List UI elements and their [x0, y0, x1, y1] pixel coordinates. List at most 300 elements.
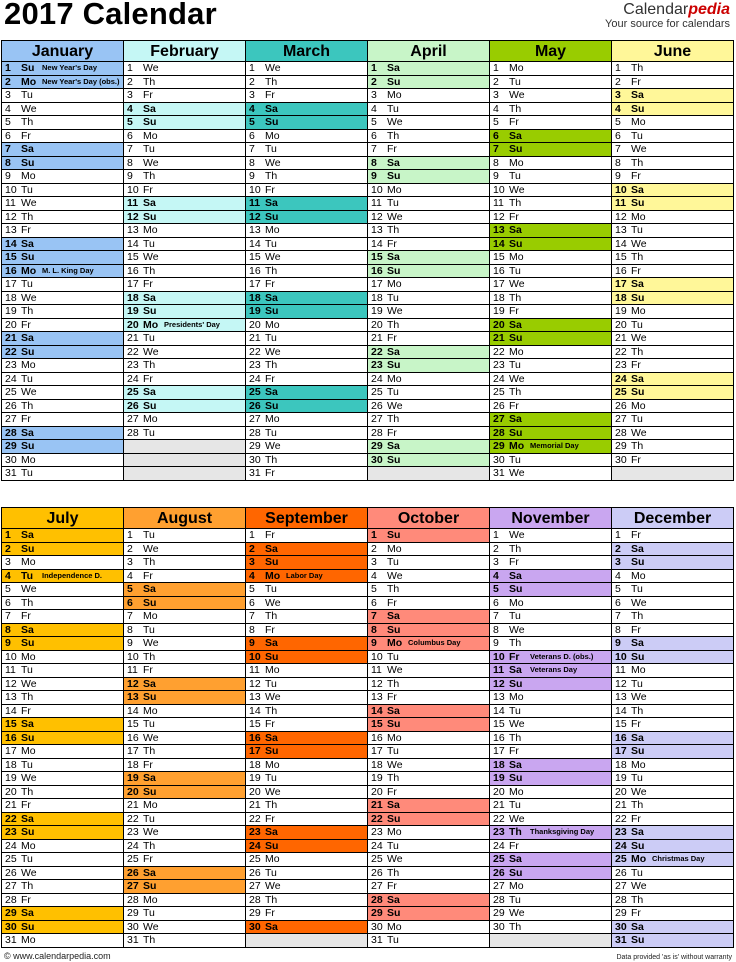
day-row[interactable]	[612, 305, 733, 319]
day-row[interactable]	[246, 332, 367, 346]
day-row[interactable]	[490, 786, 611, 800]
day-row[interactable]	[490, 373, 611, 387]
day-row[interactable]	[246, 624, 367, 638]
day-row[interactable]	[490, 610, 611, 624]
day-row[interactable]	[2, 556, 123, 570]
day-row[interactable]	[246, 529, 367, 543]
day-row[interactable]	[2, 772, 123, 786]
day-row[interactable]	[2, 867, 123, 881]
day-row[interactable]	[124, 211, 245, 225]
day-row[interactable]	[124, 624, 245, 638]
day-row[interactable]	[124, 278, 245, 292]
day-row[interactable]	[124, 597, 245, 611]
day-row[interactable]	[124, 130, 245, 144]
day-row[interactable]	[490, 386, 611, 400]
day-row[interactable]	[368, 76, 489, 90]
day-row[interactable]	[490, 143, 611, 157]
day-row[interactable]	[124, 759, 245, 773]
day-row[interactable]	[246, 184, 367, 198]
day-row[interactable]	[368, 651, 489, 665]
day-row[interactable]	[2, 745, 123, 759]
day-row[interactable]	[246, 359, 367, 373]
day-row[interactable]	[490, 732, 611, 746]
day-row[interactable]	[2, 624, 123, 638]
day-row[interactable]	[490, 454, 611, 468]
day-row[interactable]	[124, 840, 245, 854]
day-row[interactable]	[2, 786, 123, 800]
day-row[interactable]	[368, 332, 489, 346]
day-row[interactable]	[368, 305, 489, 319]
day-row[interactable]	[368, 759, 489, 773]
day-row[interactable]	[490, 427, 611, 441]
day-row[interactable]	[368, 529, 489, 543]
day-row[interactable]	[368, 637, 489, 651]
day-row[interactable]	[612, 853, 733, 867]
day-row[interactable]	[124, 934, 245, 948]
day-row[interactable]	[124, 197, 245, 211]
day-row[interactable]	[246, 691, 367, 705]
day-row[interactable]	[490, 440, 611, 454]
day-row[interactable]	[612, 332, 733, 346]
day-row[interactable]	[612, 292, 733, 306]
day-row[interactable]	[124, 664, 245, 678]
day-row[interactable]	[246, 103, 367, 117]
day-row[interactable]	[2, 413, 123, 427]
day-row[interactable]	[2, 894, 123, 908]
day-row[interactable]	[124, 529, 245, 543]
day-row[interactable]	[368, 934, 489, 948]
day-row[interactable]	[490, 691, 611, 705]
day-row[interactable]	[612, 529, 733, 543]
day-row[interactable]	[612, 184, 733, 198]
day-row[interactable]	[368, 440, 489, 454]
day-row[interactable]	[490, 624, 611, 638]
day-row[interactable]	[368, 705, 489, 719]
day-row[interactable]	[490, 265, 611, 279]
day-row[interactable]	[246, 745, 367, 759]
day-row[interactable]	[612, 718, 733, 732]
day-row[interactable]	[246, 454, 367, 468]
day-row[interactable]	[612, 934, 733, 948]
day-row[interactable]	[612, 840, 733, 854]
day-row[interactable]	[124, 691, 245, 705]
day-row[interactable]	[2, 454, 123, 468]
day-row[interactable]	[246, 386, 367, 400]
day-row[interactable]	[2, 813, 123, 827]
day-row[interactable]	[2, 157, 123, 171]
day-row[interactable]	[368, 62, 489, 76]
day-row[interactable]	[2, 143, 123, 157]
day-row[interactable]	[612, 319, 733, 333]
day-row[interactable]	[246, 894, 367, 908]
day-row[interactable]	[2, 907, 123, 921]
day-row[interactable]	[124, 907, 245, 921]
day-row[interactable]	[612, 597, 733, 611]
day-row[interactable]	[490, 103, 611, 117]
day-row[interactable]	[612, 786, 733, 800]
day-row[interactable]	[612, 238, 733, 252]
day-row[interactable]	[124, 224, 245, 238]
day-row[interactable]	[490, 197, 611, 211]
day-row[interactable]	[490, 292, 611, 306]
day-row[interactable]	[490, 907, 611, 921]
day-row[interactable]	[490, 278, 611, 292]
day-row[interactable]	[490, 772, 611, 786]
day-row[interactable]	[490, 529, 611, 543]
day-row[interactable]	[246, 170, 367, 184]
day-row[interactable]	[2, 319, 123, 333]
day-row[interactable]	[612, 359, 733, 373]
day-row[interactable]	[490, 184, 611, 198]
day-row[interactable]	[246, 813, 367, 827]
day-row[interactable]	[124, 813, 245, 827]
day-row[interactable]	[612, 556, 733, 570]
day-row[interactable]	[124, 732, 245, 746]
day-row[interactable]	[612, 867, 733, 881]
day-row[interactable]	[490, 319, 611, 333]
day-row[interactable]	[490, 597, 611, 611]
day-row[interactable]	[490, 556, 611, 570]
day-row[interactable]	[246, 157, 367, 171]
day-row[interactable]	[490, 332, 611, 346]
day-row[interactable]	[246, 759, 367, 773]
day-row[interactable]	[246, 346, 367, 360]
day-row[interactable]	[612, 157, 733, 171]
day-row[interactable]	[368, 157, 489, 171]
day-row[interactable]	[612, 251, 733, 265]
day-row[interactable]	[368, 413, 489, 427]
day-row[interactable]	[246, 718, 367, 732]
day-row[interactable]	[2, 597, 123, 611]
day-row[interactable]	[246, 265, 367, 279]
day-row[interactable]	[612, 373, 733, 387]
day-row[interactable]	[368, 624, 489, 638]
day-row[interactable]	[490, 813, 611, 827]
day-row[interactable]	[124, 170, 245, 184]
day-row[interactable]	[368, 103, 489, 117]
day-row[interactable]	[246, 772, 367, 786]
day-row[interactable]	[612, 116, 733, 130]
day-row[interactable]	[246, 664, 367, 678]
day-row[interactable]	[246, 907, 367, 921]
day-row[interactable]	[2, 292, 123, 306]
day-row[interactable]	[2, 678, 123, 692]
day-row[interactable]	[612, 89, 733, 103]
day-row[interactable]	[490, 346, 611, 360]
day-row[interactable]	[2, 570, 123, 584]
day-row[interactable]	[490, 745, 611, 759]
day-row[interactable]	[124, 373, 245, 387]
day-row[interactable]	[124, 238, 245, 252]
day-row[interactable]	[490, 651, 611, 665]
day-row[interactable]	[368, 319, 489, 333]
day-row[interactable]	[612, 624, 733, 638]
day-row[interactable]	[368, 745, 489, 759]
day-row[interactable]	[612, 170, 733, 184]
day-row[interactable]	[246, 597, 367, 611]
day-row[interactable]	[368, 610, 489, 624]
day-row[interactable]	[246, 556, 367, 570]
day-row[interactable]	[490, 759, 611, 773]
day-row[interactable]	[2, 921, 123, 935]
day-row[interactable]	[2, 853, 123, 867]
day-row[interactable]	[124, 894, 245, 908]
day-row[interactable]	[124, 76, 245, 90]
day-row[interactable]	[612, 651, 733, 665]
day-row[interactable]	[246, 130, 367, 144]
day-row[interactable]	[2, 759, 123, 773]
day-row[interactable]	[368, 772, 489, 786]
day-row[interactable]	[2, 732, 123, 746]
day-row[interactable]	[124, 799, 245, 813]
day-row[interactable]	[368, 813, 489, 827]
day-row[interactable]	[612, 759, 733, 773]
day-row[interactable]	[246, 921, 367, 935]
day-row[interactable]	[612, 143, 733, 157]
day-row[interactable]	[124, 678, 245, 692]
day-row[interactable]	[490, 305, 611, 319]
day-row[interactable]	[246, 543, 367, 557]
day-row[interactable]	[124, 184, 245, 198]
day-row[interactable]	[368, 251, 489, 265]
day-row[interactable]	[246, 278, 367, 292]
day-row[interactable]	[612, 413, 733, 427]
day-row[interactable]	[2, 610, 123, 624]
day-row[interactable]	[246, 651, 367, 665]
day-row[interactable]	[246, 224, 367, 238]
day-row[interactable]	[368, 373, 489, 387]
day-row[interactable]	[490, 880, 611, 894]
day-row[interactable]	[612, 732, 733, 746]
day-row[interactable]	[124, 116, 245, 130]
day-row[interactable]	[612, 907, 733, 921]
day-row[interactable]	[368, 732, 489, 746]
day-row[interactable]	[490, 224, 611, 238]
day-row[interactable]	[2, 211, 123, 225]
day-row[interactable]	[490, 853, 611, 867]
day-row[interactable]	[490, 62, 611, 76]
day-row[interactable]	[2, 89, 123, 103]
day-row[interactable]	[2, 718, 123, 732]
day-row[interactable]	[246, 678, 367, 692]
day-row[interactable]	[368, 427, 489, 441]
day-row[interactable]	[124, 543, 245, 557]
day-row[interactable]	[124, 89, 245, 103]
day-row[interactable]	[124, 332, 245, 346]
day-row[interactable]	[2, 934, 123, 948]
day-row[interactable]	[124, 157, 245, 171]
day-row[interactable]	[612, 894, 733, 908]
day-row[interactable]	[124, 637, 245, 651]
day-row[interactable]	[612, 799, 733, 813]
day-row[interactable]	[368, 184, 489, 198]
day-row[interactable]	[2, 543, 123, 557]
day-row[interactable]	[2, 359, 123, 373]
day-row[interactable]	[490, 840, 611, 854]
day-row[interactable]	[612, 386, 733, 400]
day-row[interactable]	[490, 116, 611, 130]
day-row[interactable]	[124, 556, 245, 570]
day-row[interactable]	[368, 664, 489, 678]
day-row[interactable]	[124, 305, 245, 319]
day-row[interactable]	[246, 238, 367, 252]
day-row[interactable]	[2, 705, 123, 719]
day-row[interactable]	[612, 691, 733, 705]
day-row[interactable]	[612, 678, 733, 692]
day-row[interactable]	[124, 921, 245, 935]
day-row[interactable]	[124, 251, 245, 265]
day-row[interactable]	[368, 678, 489, 692]
day-row[interactable]	[246, 292, 367, 306]
day-row[interactable]	[490, 238, 611, 252]
day-row[interactable]	[490, 211, 611, 225]
day-row[interactable]	[2, 583, 123, 597]
day-row[interactable]	[2, 664, 123, 678]
day-row[interactable]	[612, 197, 733, 211]
day-row[interactable]	[246, 251, 367, 265]
day-row[interactable]	[246, 427, 367, 441]
day-row[interactable]	[368, 799, 489, 813]
day-row[interactable]	[246, 826, 367, 840]
day-row[interactable]	[612, 103, 733, 117]
day-row[interactable]	[124, 786, 245, 800]
day-row[interactable]	[246, 143, 367, 157]
day-row[interactable]	[2, 265, 123, 279]
day-row[interactable]	[246, 467, 367, 481]
day-row[interactable]	[490, 89, 611, 103]
day-row[interactable]	[368, 386, 489, 400]
day-row[interactable]	[246, 440, 367, 454]
day-row[interactable]	[368, 454, 489, 468]
day-row[interactable]	[246, 583, 367, 597]
day-row[interactable]	[2, 305, 123, 319]
day-row[interactable]	[368, 400, 489, 414]
day-row[interactable]	[246, 413, 367, 427]
day-row[interactable]	[246, 705, 367, 719]
day-row[interactable]	[368, 691, 489, 705]
day-row[interactable]	[2, 400, 123, 414]
day-row[interactable]	[2, 224, 123, 238]
day-row[interactable]	[2, 103, 123, 117]
day-row[interactable]	[2, 332, 123, 346]
day-row[interactable]	[124, 718, 245, 732]
day-row[interactable]	[124, 583, 245, 597]
day-row[interactable]	[124, 400, 245, 414]
day-row[interactable]	[490, 413, 611, 427]
day-row[interactable]	[2, 130, 123, 144]
day-row[interactable]	[368, 894, 489, 908]
day-row[interactable]	[2, 184, 123, 198]
day-row[interactable]	[490, 76, 611, 90]
day-row[interactable]	[2, 840, 123, 854]
day-row[interactable]	[246, 211, 367, 225]
day-row[interactable]	[2, 637, 123, 651]
day-row[interactable]	[368, 211, 489, 225]
day-row[interactable]	[612, 278, 733, 292]
day-row[interactable]	[368, 224, 489, 238]
day-row[interactable]	[490, 678, 611, 692]
day-row[interactable]	[490, 799, 611, 813]
day-row[interactable]	[612, 454, 733, 468]
day-row[interactable]	[246, 89, 367, 103]
day-row[interactable]	[490, 467, 611, 481]
day-row[interactable]	[368, 840, 489, 854]
day-row[interactable]	[368, 921, 489, 935]
day-row[interactable]	[612, 637, 733, 651]
day-row[interactable]	[368, 718, 489, 732]
day-row[interactable]	[490, 570, 611, 584]
day-row[interactable]	[124, 826, 245, 840]
day-row[interactable]	[490, 664, 611, 678]
day-row[interactable]	[612, 745, 733, 759]
day-row[interactable]	[612, 772, 733, 786]
day-row[interactable]	[246, 880, 367, 894]
day-row[interactable]	[2, 467, 123, 481]
day-row[interactable]	[368, 570, 489, 584]
day-row[interactable]	[246, 116, 367, 130]
day-row[interactable]	[612, 265, 733, 279]
day-row[interactable]	[124, 705, 245, 719]
day-row[interactable]	[2, 529, 123, 543]
day-row[interactable]	[124, 610, 245, 624]
day-row[interactable]	[124, 346, 245, 360]
day-row[interactable]	[124, 386, 245, 400]
day-row[interactable]	[612, 400, 733, 414]
day-row[interactable]	[246, 853, 367, 867]
day-row[interactable]	[124, 772, 245, 786]
day-row[interactable]	[246, 786, 367, 800]
day-row[interactable]	[2, 238, 123, 252]
day-row[interactable]	[612, 440, 733, 454]
day-row[interactable]	[124, 103, 245, 117]
day-row[interactable]	[2, 62, 123, 76]
day-row[interactable]	[612, 346, 733, 360]
day-row[interactable]	[490, 583, 611, 597]
day-row[interactable]	[612, 130, 733, 144]
day-row[interactable]	[2, 373, 123, 387]
day-row[interactable]	[490, 718, 611, 732]
day-row[interactable]	[2, 116, 123, 130]
day-row[interactable]	[246, 867, 367, 881]
day-row[interactable]	[368, 556, 489, 570]
day-row[interactable]	[246, 799, 367, 813]
day-row[interactable]	[124, 570, 245, 584]
day-row[interactable]	[246, 400, 367, 414]
day-row[interactable]	[612, 62, 733, 76]
day-row[interactable]	[368, 197, 489, 211]
day-row[interactable]	[2, 197, 123, 211]
day-row[interactable]	[612, 826, 733, 840]
day-row[interactable]	[368, 89, 489, 103]
day-row[interactable]	[2, 346, 123, 360]
day-row[interactable]	[124, 62, 245, 76]
day-row[interactable]	[490, 826, 611, 840]
day-row[interactable]	[368, 292, 489, 306]
day-row[interactable]	[368, 265, 489, 279]
day-row[interactable]	[368, 597, 489, 611]
day-row[interactable]	[490, 130, 611, 144]
day-row[interactable]	[124, 880, 245, 894]
day-row[interactable]	[124, 427, 245, 441]
day-row[interactable]	[246, 732, 367, 746]
day-row[interactable]	[368, 543, 489, 557]
day-row[interactable]	[2, 826, 123, 840]
day-row[interactable]	[612, 427, 733, 441]
day-row[interactable]	[612, 570, 733, 584]
day-row[interactable]	[368, 143, 489, 157]
day-row[interactable]	[2, 799, 123, 813]
day-row[interactable]	[246, 305, 367, 319]
